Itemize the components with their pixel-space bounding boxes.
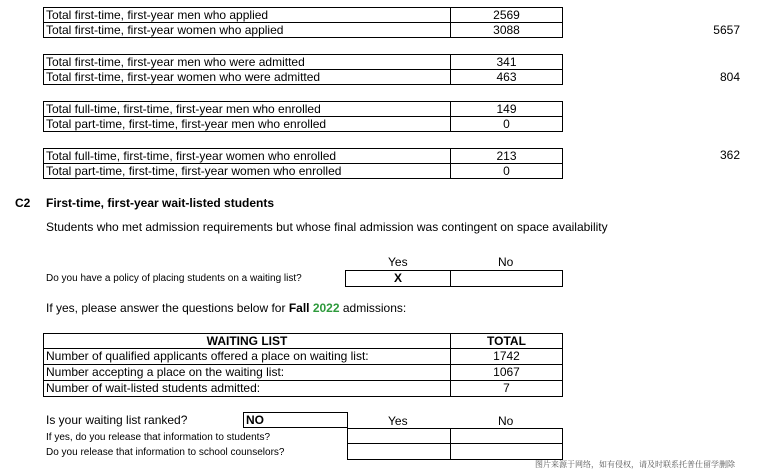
admitted-total: 804 [719,70,740,84]
men-fulltime-value: 149 [450,101,563,117]
women-parttime-label: Total part-time, first-time, first-year women who enrolled [43,163,451,179]
admitted-men-label: Total first-time, first-year men who were admitted [43,54,451,70]
wl-accepting-value: 1067 [450,364,563,381]
applied-women-value: 3088 [450,22,563,38]
men-fulltime-label: Total full-time, first-time, first-year men who enrolled [43,101,451,117]
applied-total: 5657 [713,23,740,37]
release-students-question: If yes, do you release that information to students? [46,432,271,443]
fall-suffix: admissions: [339,301,407,315]
enrolled-total: 362 [719,148,740,162]
wl-offered-label: Number of qualified applicants offered a place on waiting list: [43,348,451,365]
applied-men-value: 2569 [450,7,563,23]
ranked-answer-cell[interactable]: NO [243,412,348,428]
release-counselors-yes-cell[interactable] [347,443,451,460]
ranked-yes-header: Yes [388,414,408,428]
admitted-men-value: 341 [450,54,563,70]
wl-accepting-label: Number accepting a place on the waiting list: [43,364,451,381]
women-fulltime-value: 213 [450,148,563,164]
men-parttime-value: 0 [450,116,563,132]
section-description: Students who met admission requirements but whose final admission was contingent on space availability [46,220,608,234]
ranked-question: Is your waiting list ranked? [46,413,188,427]
section-code: C2 [15,196,31,210]
fall-prefix: If yes, please answer the questions below for [46,301,289,315]
women-parttime-value: 0 [450,163,563,179]
women-fulltime-label: Total full-time, first-time, first-year women who enrolled [43,148,451,164]
release-students-no-cell[interactable] [450,428,563,444]
watermark-text: 图片来源于网络，如有侵权，请及时联系托普仕留学删除 [535,460,735,469]
wl-offered-value: 1742 [450,348,563,365]
applied-women-label: Total first-time, first-year women who applied [43,22,451,38]
fall-word: Fall [288,301,310,315]
admitted-women-label: Total first-time, first-year women who were admitted [43,69,451,85]
men-parttime-label: Total part-time, first-time, first-year men who enrolled [43,116,451,132]
policy-yes-cell[interactable]: X [345,270,451,287]
total-header: TOTAL [450,333,563,349]
policy-no-cell[interactable] [450,270,563,287]
release-students-yes-cell[interactable] [347,428,451,444]
ranked-no-header: No [498,414,514,428]
section-title: First-time, first-year wait-listed students [46,196,275,210]
policy-question: Do you have a policy of placing students on a waiting list? [46,273,302,284]
fall-instruction [46,301,406,315]
release-counselors-question: Do you release that information to school counselors? [46,447,285,458]
release-counselors-no-cell[interactable] [450,443,563,460]
wl-admitted-label: Number of wait-listed students admitted: [43,380,451,397]
wl-admitted-value: 7 [450,380,563,397]
applied-men-label: Total first-time, first-year men who applied [43,7,451,23]
admitted-women-value: 463 [450,69,563,85]
policy-no-header: No [498,255,514,269]
waiting-list-header: WAITING LIST [43,333,451,349]
policy-yes-header: Yes [388,255,408,269]
fall-year: 2022 [312,301,340,315]
